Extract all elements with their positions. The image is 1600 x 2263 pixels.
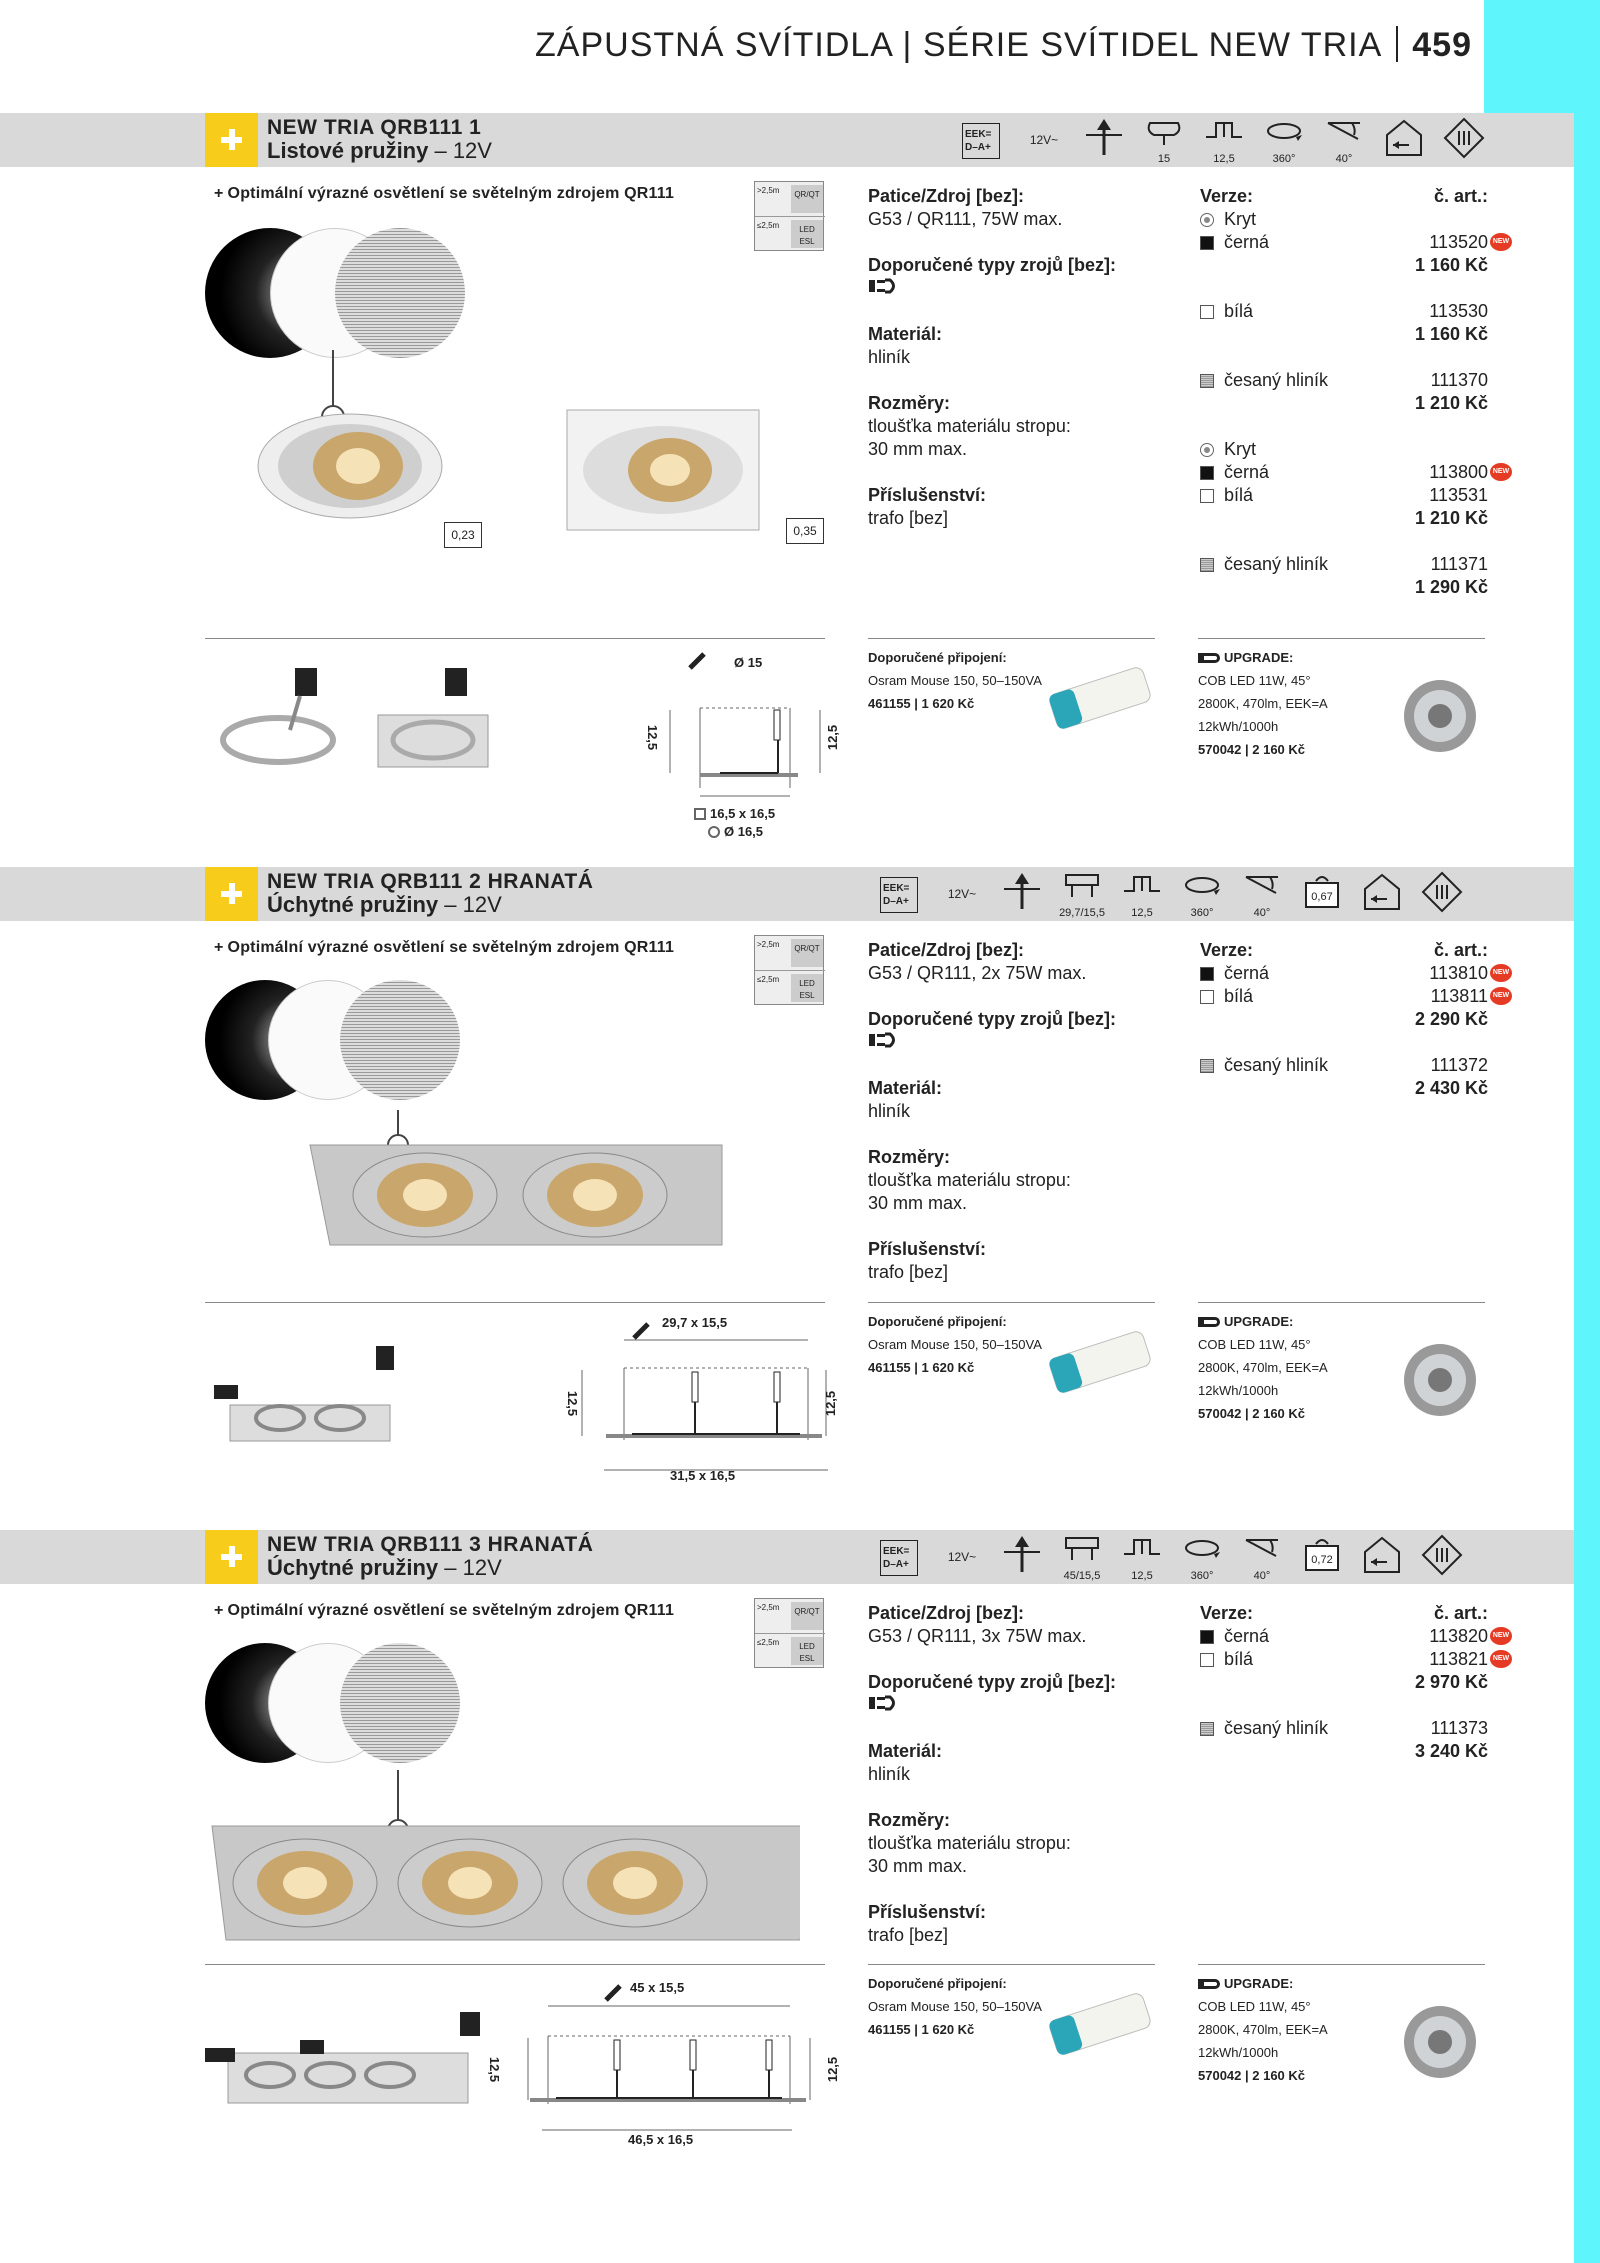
badge-r2-right: LED ESL <box>791 1637 823 1665</box>
article-number: 113810 <box>1429 963 1488 983</box>
accessory-label: Příslušenství: <box>868 1902 987 1922</box>
conn-heading: Doporučené připojení: <box>868 1314 1007 1329</box>
indoor-house-icon <box>1352 869 1412 919</box>
protection-class-icon <box>1412 1532 1472 1582</box>
types-label: Doporučené typy zrojů [bez]: <box>868 1672 1117 1692</box>
dim-right: 12,5 <box>825 2056 841 2083</box>
version-name: Kryt <box>1224 439 1257 459</box>
divider <box>205 1302 825 1303</box>
art-label: č. art.: <box>1433 186 1488 206</box>
version-column <box>1198 185 1510 599</box>
dim-left: 12,5 <box>645 724 661 751</box>
svg-text:0,67: 0,67 <box>1311 891 1333 903</box>
badge-r1-right: QR/QT <box>791 185 823 213</box>
badge-r1-left: >2,5m <box>757 186 780 195</box>
upgrade-heading <box>1198 646 1398 669</box>
conn-heading: Doporučené připojení: <box>868 650 1007 665</box>
badge-r2-right: LED ESL <box>791 974 823 1002</box>
dims-label: Rozměry: <box>868 393 951 413</box>
tilt-icon <box>1232 869 1292 919</box>
version-row <box>1198 254 1488 277</box>
version-name: černá <box>1224 963 1270 983</box>
accessory-value: trafo [bez] <box>868 1262 949 1282</box>
voltage-icon <box>1014 115 1074 165</box>
version-row <box>1198 438 1488 461</box>
spec-column <box>868 939 1168 1307</box>
version-row <box>1198 277 1488 300</box>
note-text: Optimální výrazné osvětlení se světelným zdrojem QR111 <box>227 1602 675 1619</box>
mount-value: 12,5 <box>1131 1570 1153 1582</box>
dims-value-1: tloušťka materiálu stropu: <box>868 1170 1071 1190</box>
chapter-tab <box>1484 0 1600 114</box>
price: 1 160 Kč <box>1414 255 1488 275</box>
verze-label: Verze: <box>1200 186 1254 206</box>
finish-swatch-brushed <box>340 1643 460 1763</box>
finish-swatch <box>1200 1059 1214 1073</box>
version-row <box>1198 1694 1488 1717</box>
transformer-photo <box>1045 1984 1155 2064</box>
dims-value-2: 30 mm max. <box>868 439 968 459</box>
price: 2 970 Kč <box>1414 1672 1488 1692</box>
connection-block <box>868 646 1068 715</box>
finish-swatch <box>1200 990 1214 1004</box>
price: 2 430 Kč <box>1414 1078 1488 1098</box>
spec-column <box>868 1602 1168 1970</box>
material-value: hliník <box>868 1101 911 1121</box>
cutout-round-icon <box>1134 115 1194 165</box>
divider <box>1198 1964 1485 1965</box>
version-row <box>1198 1625 1510 1648</box>
version-name: česaný hliník <box>1224 1055 1329 1075</box>
voltage-text: 12V~ <box>947 887 977 901</box>
badge-r1-right: QR/QT <box>791 1602 823 1630</box>
material-label: Materiál: <box>868 324 943 344</box>
dims-value-1: tloušťka materiálu stropu: <box>868 1833 1071 1853</box>
accessory-value: trafo [bez] <box>868 1925 949 1945</box>
dim-right: 12,5 <box>823 1390 839 1417</box>
eek-label: EEK= D–A+ <box>880 1540 918 1576</box>
upgrade-line-4: 570042 | 2 160 Kč <box>1198 1406 1306 1421</box>
version-row <box>1198 1008 1488 1031</box>
version-row <box>1198 392 1488 415</box>
upgrade-heading-text: UPGRADE: <box>1224 650 1294 665</box>
connection-block <box>868 1972 1068 2041</box>
new-badge: NEW <box>1490 233 1512 251</box>
subtitle-rest: – 12V <box>428 138 492 163</box>
dim-b1-text: 16,5 x 16,5 <box>710 806 776 821</box>
version-row <box>1198 1671 1488 1694</box>
cutout-value: 15 <box>1157 153 1171 165</box>
weight-icon <box>1292 869 1352 919</box>
version-name: česaný hliník <box>1224 554 1329 574</box>
dim-bottom: 46,5 x 16,5 <box>628 2132 694 2147</box>
version-row <box>1198 1077 1488 1100</box>
version-row <box>1198 576 1488 599</box>
finish-swatch <box>1200 374 1214 388</box>
dim-right: 12,5 <box>825 724 841 751</box>
rotation-icon <box>1172 1532 1232 1582</box>
version-row <box>1198 962 1510 985</box>
finish-swatch <box>1200 489 1214 503</box>
upgrade-heading <box>1198 1972 1398 1995</box>
weight-badge-1 <box>444 522 482 548</box>
version-name: černá <box>1224 232 1270 252</box>
upgrade-line-1: COB LED 11W, 45° <box>1198 1337 1311 1352</box>
rotation-icon <box>1172 869 1232 919</box>
weight-badge-2 <box>786 518 824 544</box>
transformer-photo <box>1045 1322 1155 1402</box>
mount-depth-icon <box>1112 869 1172 919</box>
conn-heading: Doporučené připojení: <box>868 1976 1007 1991</box>
led-icon <box>868 277 1168 300</box>
badge-r2-left: ≤2,5m <box>757 221 780 230</box>
upgrade-line-3: 12kWh/1000h <box>1198 1383 1279 1398</box>
version-row <box>1198 323 1488 346</box>
conn-line-2: 461155 | 1 620 Kč <box>868 2022 975 2037</box>
voltage-icon <box>932 869 992 919</box>
socket-label: Patice/Zdroj [bez]: <box>868 1603 1025 1623</box>
upgrade-line-4: 570042 | 2 160 Kč <box>1198 2068 1306 2083</box>
tilt-value: 40° <box>1335 153 1353 165</box>
tilt-icon <box>1314 115 1374 165</box>
upgrade-line-3: 12kWh/1000h <box>1198 719 1279 734</box>
finish-swatch <box>1200 1630 1214 1644</box>
badge-r2-left: ≤2,5m <box>757 975 780 984</box>
weight-1-text: 0,23 <box>451 528 475 542</box>
rotation-value: 360° <box>1272 153 1296 165</box>
upgrade-heading <box>1198 1310 1398 1333</box>
article-number: 111373 <box>1430 1718 1488 1738</box>
dim-b2-text: Ø 16,5 <box>724 824 764 839</box>
mount-value: 12,5 <box>1213 153 1235 165</box>
led-lamp-photo <box>1400 676 1480 756</box>
direction-icon <box>992 869 1052 919</box>
new-badge: NEW <box>1490 463 1512 481</box>
conn-line-1: Osram Mouse 150, 50–150VA <box>868 1999 1042 2014</box>
upgrade-line-1: COB LED 11W, 45° <box>1198 673 1311 688</box>
new-badge: NEW <box>1490 964 1512 982</box>
dimension-drawing <box>490 1974 850 2149</box>
header-title-left: ZÁPUSTNÁ SVÍTIDLA <box>535 26 893 64</box>
weight-2-text: 0,35 <box>793 524 817 538</box>
subtitle-bold: Listové pružiny <box>267 138 429 163</box>
accessory-value: trafo [bez] <box>868 508 949 528</box>
led-lamp-photo <box>1400 1340 1480 1420</box>
version-row <box>1198 346 1488 369</box>
dim-top: 45 x 15,5 <box>630 1980 685 1995</box>
energy-label-icon <box>954 115 1014 165</box>
verze-label: Verze: <box>1200 940 1254 960</box>
finish-swatch <box>1200 466 1214 480</box>
version-row <box>1198 530 1488 553</box>
version-row <box>1198 1031 1488 1054</box>
badge-r1-left: >2,5m <box>757 940 780 949</box>
finish-swatch <box>1200 213 1214 227</box>
voltage-text: 12V~ <box>1029 133 1059 147</box>
header-separator <box>1396 26 1398 62</box>
divider <box>868 1302 1155 1303</box>
types-label: Doporučené typy zrojů [bez]: <box>868 1009 1117 1029</box>
badge-r1-right: QR/QT <box>791 939 823 967</box>
weight-icon <box>1292 1532 1352 1582</box>
product-title: NEW TRIA QRB111 3 HRANATÁ <box>267 1533 594 1556</box>
version-column <box>1198 1602 1510 1763</box>
finish-swatch <box>1200 1653 1214 1667</box>
price: 1 160 Kč <box>1414 324 1488 344</box>
version-name: Kryt <box>1224 209 1257 229</box>
spec-icons <box>872 869 1472 919</box>
version-column <box>1198 939 1510 1100</box>
divider <box>1198 638 1485 639</box>
dims-value-2: 30 mm max. <box>868 1856 968 1876</box>
dims-value-1: tloušťka materiálu stropu: <box>868 416 1071 436</box>
version-name: bílá <box>1224 1649 1254 1669</box>
led-icon <box>1198 1317 1220 1327</box>
accessory-label: Příslušenství: <box>868 1239 987 1259</box>
square-cutout-icon <box>694 808 706 820</box>
led-icon <box>868 1694 1168 1717</box>
article-number: 113800 <box>1429 462 1488 482</box>
version-row <box>1198 231 1510 254</box>
sparkle-icon: + <box>214 939 224 956</box>
version-name: česaný hliník <box>1224 370 1329 390</box>
finish-swatch <box>1200 305 1214 319</box>
led-icon <box>1198 1979 1220 1989</box>
screwdriver-icon <box>690 654 704 668</box>
dim-left: 12,5 <box>487 2056 503 2083</box>
version-row <box>1198 1054 1488 1077</box>
upgrade-line-4: 570042 | 2 160 Kč <box>1198 742 1306 757</box>
price: 3 240 Kč <box>1414 1741 1488 1761</box>
version-row <box>1198 461 1510 484</box>
mount-depth-icon <box>1112 1532 1172 1582</box>
article-number: 113520 <box>1429 232 1488 252</box>
eek-label: EEK= D–A+ <box>880 877 918 913</box>
socket-label: Patice/Zdroj [bez]: <box>868 186 1025 206</box>
price: 1 210 Kč <box>1414 508 1488 528</box>
new-badge: NEW <box>1490 1627 1512 1645</box>
article-number: 111370 <box>1430 370 1488 390</box>
dims-label: Rozměry: <box>868 1810 951 1830</box>
tilt-value: 40° <box>1253 1570 1271 1582</box>
mount-value: 12,5 <box>1131 907 1153 919</box>
article-number: 113530 <box>1429 301 1488 321</box>
subtitle-rest: – 12V <box>438 892 502 917</box>
version-row <box>1198 985 1510 1008</box>
voltage-icon <box>932 1532 992 1582</box>
connection-block <box>868 1310 1068 1379</box>
dim-bottom-2 <box>708 824 763 839</box>
finish-swatch <box>1200 443 1214 457</box>
version-row <box>1198 415 1488 438</box>
tilt-value: 40° <box>1253 907 1271 919</box>
version-name: bílá <box>1224 301 1254 321</box>
note-text: Optimální výrazné osvětlení se světelným zdrojem QR111 <box>227 185 675 202</box>
upgrade-line-2: 2800K, 470lm, EEK=A <box>1198 1360 1328 1375</box>
spec-column <box>868 185 1168 553</box>
finish-swatch-brushed <box>340 980 460 1100</box>
article-number: 113811 <box>1430 986 1488 1006</box>
transformer-photo <box>1045 658 1155 738</box>
subtitle-bold: Úchytné pružiny <box>267 1555 439 1580</box>
cutout-rect-icon <box>1052 869 1112 919</box>
divider <box>205 1964 825 1965</box>
indoor-house-icon <box>1374 115 1434 165</box>
badge-r1-left: >2,5m <box>757 1603 780 1612</box>
divider <box>868 1964 1155 1965</box>
subtitle-bold: Úchytné pružiny <box>267 892 439 917</box>
upgrade-block <box>1198 1972 1398 2087</box>
upgrade-line-3: 12kWh/1000h <box>1198 2045 1279 2060</box>
upgrade-line-2: 2800K, 470lm, EEK=A <box>1198 696 1328 711</box>
socket-value: G53 / QR111, 3x 75W max. <box>868 1626 1087 1646</box>
cutout-rect-icon <box>1052 1532 1112 1582</box>
mount-depth-icon <box>1194 115 1254 165</box>
badge-r2-right: LED ESL <box>791 220 823 248</box>
material-value: hliník <box>868 347 911 367</box>
rotation-value: 360° <box>1190 1570 1214 1582</box>
dims-value-2: 30 mm max. <box>868 1193 968 1213</box>
version-name: černá <box>1224 1626 1270 1646</box>
spec-icons <box>954 115 1494 165</box>
dim-bottom-1 <box>694 806 775 821</box>
note-text: Optimální výrazné osvětlení se světelným zdrojem QR111 <box>227 939 675 956</box>
indoor-house-icon <box>1352 1532 1412 1582</box>
upgrade-block <box>1198 1310 1398 1425</box>
eek-label: EEK= D–A+ <box>962 123 1000 159</box>
badge-r2-left: ≤2,5m <box>757 1638 780 1647</box>
conn-line-2: 461155 | 1 620 Kč <box>868 1360 975 1375</box>
price: 1 290 Kč <box>1414 577 1488 597</box>
page-header: ZÁPUSTNÁ SVÍTIDLA | SÉRIE SVÍTIDEL NEW TRIA 459 <box>535 26 1472 64</box>
version-row <box>1198 1648 1510 1671</box>
material-label: Materiál: <box>868 1078 943 1098</box>
version-row <box>1198 553 1488 576</box>
voltage-text: 12V~ <box>947 1550 977 1564</box>
new-badge: NEW <box>1490 987 1512 1005</box>
cutout-value: 29,7/15,5 <box>1059 907 1105 919</box>
divider <box>205 638 825 639</box>
rotation-icon <box>1254 115 1314 165</box>
energy-label-icon <box>872 1532 932 1582</box>
material-value: hliník <box>868 1764 911 1784</box>
dimension-drawing <box>560 1310 850 1485</box>
upgrade-heading-text: UPGRADE: <box>1224 1976 1294 1991</box>
direction-icon <box>992 1532 1052 1582</box>
version-row <box>1198 1717 1488 1740</box>
accessory-label: Příslušenství: <box>868 485 987 505</box>
tilt-icon <box>1232 1532 1292 1582</box>
version-name: česaný hliník <box>1224 1718 1329 1738</box>
version-row <box>1198 208 1488 231</box>
spec-icons <box>872 1532 1472 1582</box>
version-row <box>1198 369 1488 392</box>
article-number: 113820 <box>1429 1626 1488 1646</box>
led-lamp-photo <box>1400 2002 1480 2082</box>
price: 2 290 Kč <box>1414 1009 1488 1029</box>
article-number: 111371 <box>1430 554 1488 574</box>
upgrade-heading-text: UPGRADE: <box>1224 1314 1294 1329</box>
led-icon <box>868 1031 1168 1054</box>
divider <box>1198 1302 1485 1303</box>
conn-line-1: Osram Mouse 150, 50–150VA <box>868 1337 1042 1352</box>
sparkle-icon: + <box>214 1602 224 1619</box>
version-row <box>1198 1740 1488 1763</box>
rotation-value: 360° <box>1190 907 1214 919</box>
new-badge: NEW <box>1490 1650 1512 1668</box>
upgrade-block <box>1198 646 1398 761</box>
types-label: Doporučené typy zrojů [bez]: <box>868 255 1117 275</box>
svg-text:0,72: 0,72 <box>1311 1554 1333 1566</box>
article-number: 113531 <box>1429 485 1488 505</box>
sparkle-icon: + <box>214 185 224 202</box>
socket-value: G53 / QR111, 2x 75W max. <box>868 963 1087 983</box>
product-title: NEW TRIA QRB111 2 HRANATÁ <box>267 870 594 893</box>
protection-class-icon <box>1434 115 1494 165</box>
led-icon <box>1198 653 1220 663</box>
version-row <box>1198 507 1488 530</box>
cutout-value: 45/15,5 <box>1063 1570 1101 1582</box>
art-label: č. art.: <box>1433 1603 1488 1623</box>
conn-line-1: Osram Mouse 150, 50–150VA <box>868 673 1042 688</box>
material-label: Materiál: <box>868 1741 943 1761</box>
version-name: bílá <box>1224 986 1254 1006</box>
conn-line-2: 461155 | 1 620 Kč <box>868 696 975 711</box>
version-row <box>1198 484 1488 507</box>
finish-swatch <box>1200 558 1214 572</box>
upgrade-line-1: COB LED 11W, 45° <box>1198 1999 1311 2014</box>
article-number: 113821 <box>1429 1649 1488 1669</box>
page-number: 459 <box>1412 26 1472 64</box>
verze-label: Verze: <box>1200 1603 1254 1623</box>
dim-top: Ø 15 <box>734 655 763 670</box>
dim-bottom: 31,5 x 16,5 <box>670 1468 736 1483</box>
upgrade-line-2: 2800K, 470lm, EEK=A <box>1198 2022 1328 2037</box>
socket-value: G53 / QR111, 75W max. <box>868 209 1063 229</box>
product-title: NEW TRIA QRB111 1 <box>267 116 482 139</box>
dim-top: 29,7 x 15,5 <box>662 1315 728 1330</box>
round-cutout-icon <box>708 826 720 838</box>
version-name: černá <box>1224 462 1270 482</box>
divider <box>868 638 1155 639</box>
art-label: č. art.: <box>1433 940 1488 960</box>
dims-label: Rozměry: <box>868 1147 951 1167</box>
side-color-strip <box>1574 0 1600 2263</box>
finish-swatch <box>1200 1722 1214 1736</box>
subtitle-rest: – 12V <box>438 1555 502 1580</box>
socket-label: Patice/Zdroj [bez]: <box>868 940 1025 960</box>
version-name: bílá <box>1224 485 1254 505</box>
version-row <box>1198 300 1488 323</box>
energy-label-icon <box>872 869 932 919</box>
finish-swatch <box>1200 967 1214 981</box>
header-title-right: SÉRIE SVÍTIDEL NEW TRIA <box>922 26 1383 64</box>
direction-icon <box>1074 115 1134 165</box>
protection-class-icon <box>1412 869 1472 919</box>
dim-left: 12,5 <box>565 1390 581 1417</box>
article-number: 111372 <box>1430 1055 1488 1075</box>
finish-swatch <box>1200 236 1214 250</box>
price: 1 210 Kč <box>1414 393 1488 413</box>
